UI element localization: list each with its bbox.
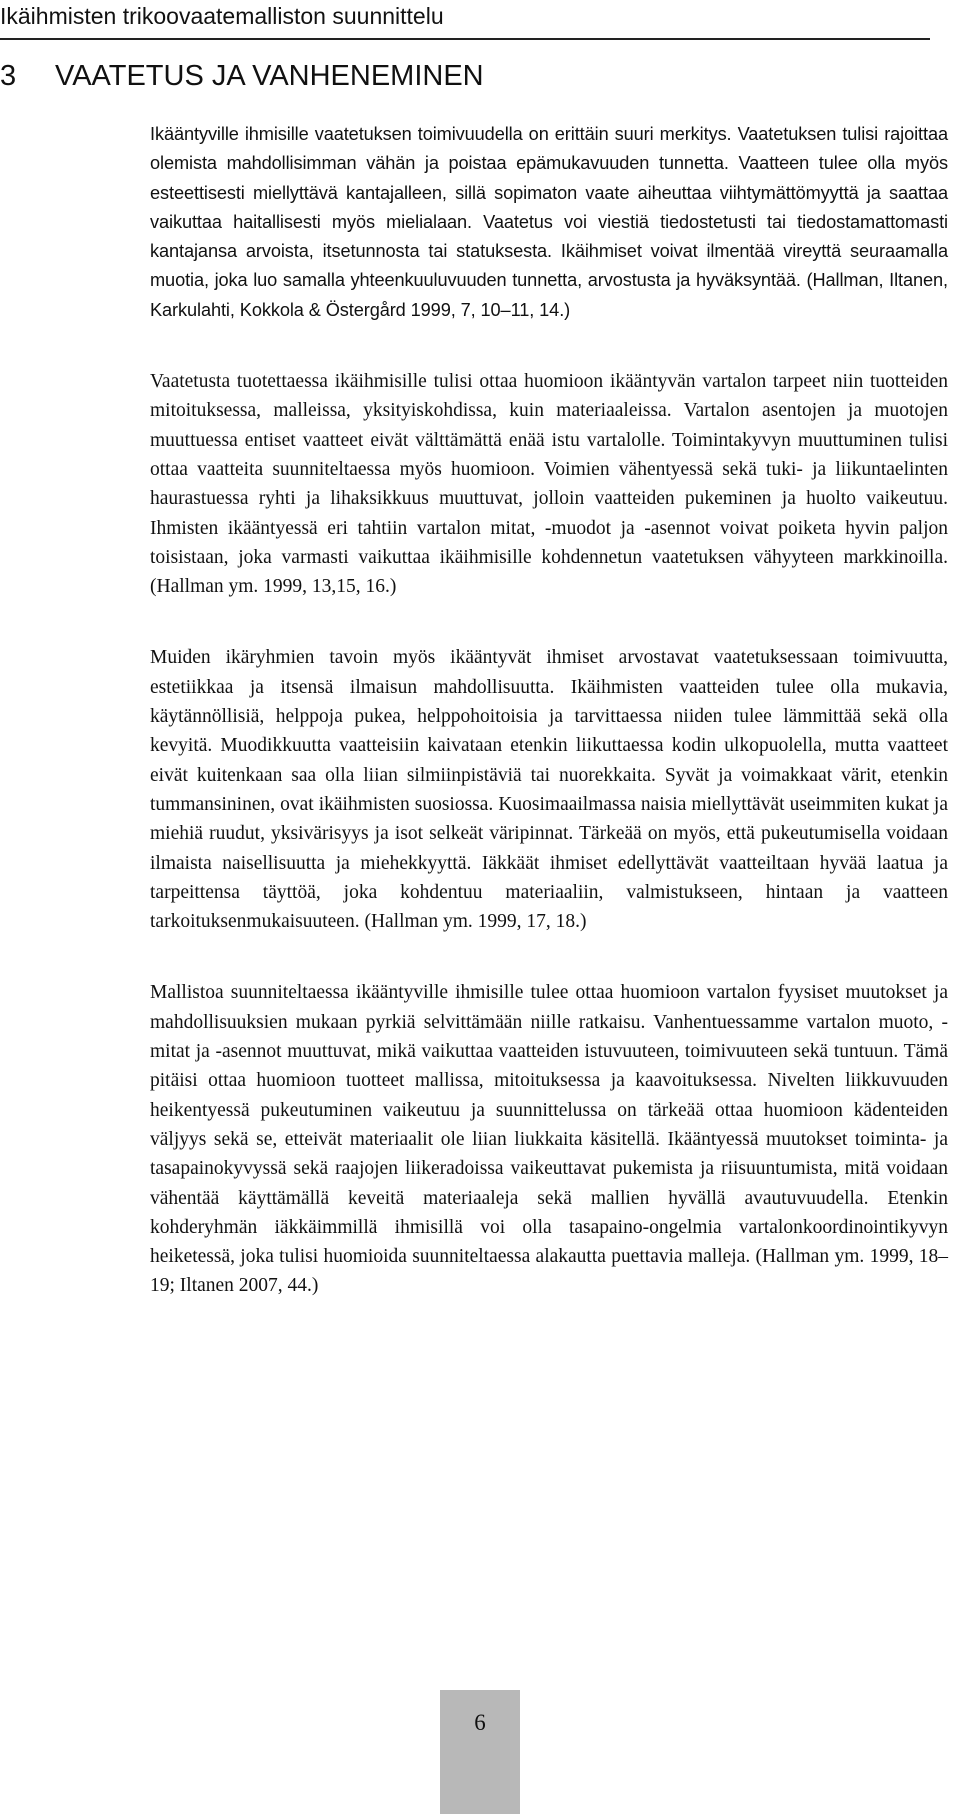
running-header: Ikäihmisten trikoovaatemalliston suunnittelu (0, 0, 930, 40)
paragraph-1: Ikääntyville ihmisille vaatetuksen toimivuudella on erittäin suuri merkitys. Vaatetuksen tulisi rajoittaa olemista mahdollisimman vähän ja poistaa epämukavuuden tunnetta. Vaatteen tulee olla myös esteettisesti miellyttävä kantajalleen, sillä sopimaton vaate aiheuttaa viihtymättömyyttä ja saattaa vaikuttaa haitallisesti myös mielialaan. Vaatetus voi viestiä tiedostetusti tai tiedostamattomasti kantajansa arvoista, itsetunnosta tai statuksesta. Ikäihmiset voivat ilmentää vireyttä seuraamalla muotia, joka luo samalla yhteenkuuluvuuden tunnetta, arvostusta ja hyväksyntää. (Hallman, Iltanen, Karkulahti, Kokkola & Östergård 1999, 7, 10–11, 14.) (150, 124, 948, 320)
page-number-box (440, 1690, 520, 1814)
chapter-heading (0, 58, 484, 94)
paragraph-3: Muiden ikäryhmien tavoin myös ikääntyvät ihmiset arvostavat vaatetuksessaan toimivuutta, estetiikkaa ja itsensä ilmaisun mahdollisuutta. Ikäihmisten vaatteiden tulee olla mukavia, käytännöllisiä, helppoja pukea, helppohoitoisia ja tarvittaessa niiden tulee lämmittää sekä olla kevyitä. Muodikkuutta vaatteisiin kaivataan etenkin liikuttaessa kodin ulkopuolella, mutta vaatteet eivät kuitenkaan saa olla liian silmiinpistäviä tai nuorekkaita. Syvät ja voimakkaat värit, etenkin tummansininen, ovat ikäihmisten suosiossa. Kuosimaailmassa naisia miellyttävät useimmiten kukat ja miehiä ruudut, yksivärisyys ja isot selkeät väripinnat. Tärkeää on myös, että pukeutumisella voidaan ilmaista naisellisuutta ja miehekkyyttä. Iäkkäät ihmiset edellyttävät vaatteiltaan hyvää laatua ja tarpeittensa täyttöä, joka kohdentuu materiaaliin, valmistukseen, hintaan ja vaatteen tarkoituksenmukaisuuteen. (Hallman ym. 1999, 17, 18.) (150, 647, 948, 933)
paragraph-2: Vaatetusta tuotettaessa ikäihmisille tulisi ottaa huomioon ikääntyvän vartalon tarpeet niin tuotteiden mitoituksessa, malleissa, yksityiskohdissa, kuin materiaaleissa. Vartalon asentojen ja muotojen muuttuessa entiset vaatteet eivät välttämättä enää istu vartalolle. Toimintakyvyn muuttuminen tulisi ottaa vaatteita suunniteltaessa myös huomioon. Voimien vähentyessä sekä tuki- ja liikuntaelinten haurastuessa ryhti ja lihaksikkuus muuttuvat, jolloin vaatteiden pukeminen ja huolto vaikeutuu. Ihmisten ikääntyessä eri tahtiin vartalon mitat, -muodot ja -asennot voivat poiketa hyvin paljon toisistaan, joka varmasti vaikuttaa ikäihmisille kohdennetun vaatetuksen vähyyteen markkinoilla. (Hallman ym. 1999, 13,15, 16.) (150, 371, 948, 598)
paragraph-4: Mallistoa suunniteltaessa ikääntyville ihmisille tulee ottaa huomioon vartalon fyysiset muutokset ja mahdollisuuksien mukaan pyrkiä selvittämään niille ratkaisu. Vanhentuessamme vartalon muoto, -mitat ja -asennot muuttuvat, mikä vaikuttaa vaatteiden istuvuuteen, toimivuuteen sekä tuntuun. Tämä pitäisi ottaa huomioon tuotteet mallissa, mitoituksessa ja kaavoituksessa. Nivelten liikkuvuuden heikentyessä pukeutuminen vaikeutuu ja suunnittelussa on tärkeää ottaa huomioon kädenteiden väljyys sekä se, etteivät materiaalit ole liian liukkaita käsitellä. Ikääntyessä muutokset toiminta- ja tasapainokyvyssä sekä raajojen liikeradoissa vaikeuttavat pukemista ja riisuuntumista, mitä voidaan vähentää käyttämällä keveitä materiaaleja sekä mallien hyvällä avautuvuudella. Etenkin kohderyhmän iäkkäimmillä ihmisillä voi olla tasapaino-ongelmia vartalonkoordinointikyvyn heiketessä, joka tulisi huomioida suunniteltaessa alakautta puettavia malleja. (Hallman ym. 1999, 18–19; Iltanen 2007, 44.) (150, 982, 948, 1297)
body-text (150, 120, 948, 1343)
page-number: 6 (474, 1710, 486, 1735)
chapter-number: 3 (0, 60, 17, 92)
chapter-title: VAATETUS JA VANHENEMINEN (55, 60, 484, 92)
